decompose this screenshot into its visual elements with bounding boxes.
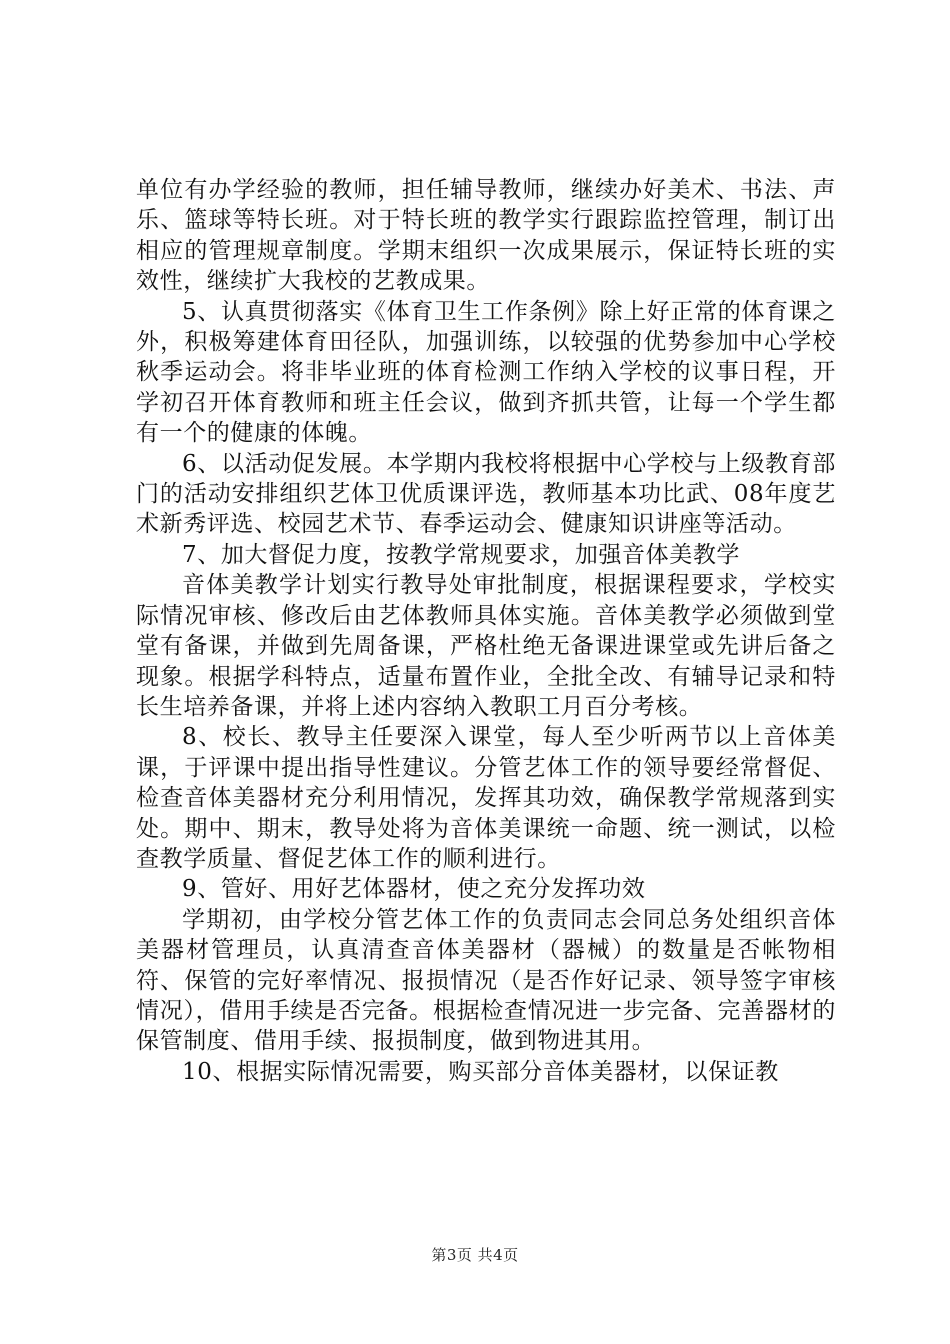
page-footer: 第3页 共4页	[431, 1246, 519, 1264]
document-body	[136, 175, 836, 1087]
paragraph-item-6: 6、以活动促发展。本学期内我校将根据中心学校与上级教育部门的活动安排组织艺体卫优质课评选，教师基本功比武、08年度艺术新秀评选、校园艺术节、春季运动会、健康知识讲座等活动。	[136, 450, 836, 538]
paragraph-item-9-heading: 9、管好、用好艺体器材，使之充分发挥功效	[182, 876, 646, 903]
paragraph-item-10: 10、根据实际情况需要，购买部分音体美器材，以保证教	[182, 1058, 779, 1085]
paragraph-item-7-body: 音体美教学计划实行教导处审批制度，根据课程要求，学校实际情况审核、修改后由艺体教师具体实施。音体美教学必须做到堂堂有备课，并做到先周备课，严格杜绝无备课进课堂或先讲后备之现象。根据学科特点，适量布置作业，全批全改、有辅导记录和特长生培养备课，并将上述内容纳入教职工月百分考核。	[136, 572, 836, 720]
paragraph-item-8: 8、校长、教导主任要深入课堂，每人至少听两节以上音体美课，于评课中提出指导性建议。分管艺体工作的领导要经常督促、检查音体美器材充分利用情况，发挥其功效，确保教学常规落到实处。期中、期末，教导处将为音体美课统一命题、统一测试，以检查教学质量、督促艺体工作的顺利进行。	[136, 724, 836, 872]
paragraph-item-5: 5、认真贯彻落实《体育卫生工作条例》除上好正常的体育课之外，积极筹建体育田径队，加强训练，以较强的优势参加中心学校秋季运动会。将非毕业班的体育检测工作纳入学校的议事日程，开学初召开体育教师和班主任会议，做到齐抓共管，让每一个学生都有一个的健康的体魄。	[136, 298, 836, 447]
paragraph-item-7-heading: 7、加大督促力度，按教学常规要求，加强音体美教学	[182, 541, 741, 568]
paragraph-item-9-body: 学期初，由学校分管艺体工作的负责同志会同总务处组织音体美器材管理员，认真清查音体美器材（器械）的数量是否帐物相符、保管的完好率情况、报损情况（是否作好记录、领导签字审核情况），借用手续是否完备。根据检查情况进一步完备、完善器材的保管制度、借用手续、报损制度，做到物进其用。	[136, 906, 836, 1055]
paragraph-continuation: 单位有办学经验的教师，担任辅导教师，继续办好美术、书法、声乐、篮球等特长班。对于特长班的教学实行跟踪监控管理，制订出相应的管理规章制度。学期末组织一次成果展示，保证特长班的实效性，继续扩大我校的艺教成果。	[136, 177, 836, 295]
